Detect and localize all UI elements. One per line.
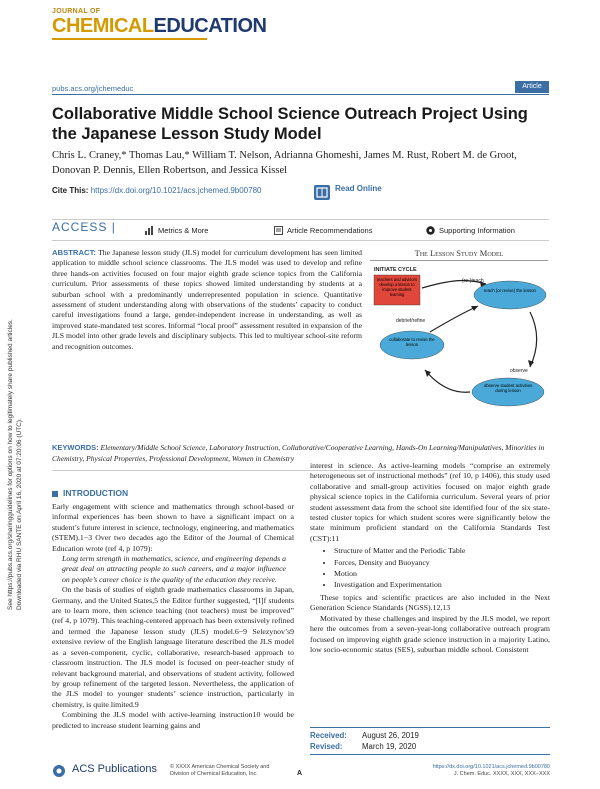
page-number: A — [297, 770, 303, 777]
arrow-to-reteach — [430, 306, 478, 332]
journal-url[interactable]: pubs.acs.org/jchemeduc — [52, 84, 134, 93]
author-list[interactable]: Chris L. Craney,* Thomas Lau,* William T. Nelson, Adrianna Ghomeshi, James M. Rust, Robert M. de Groot, Donovan P. Dennis, Ellen Robertson, and Jessica Kissel — [52, 150, 517, 176]
observe-label: observe — [510, 368, 528, 374]
intro-paragraph-1: Early engagement with science and mathematics through school-based or informal experiences has been shown to have a significant impact on a student’s future interest in science, technology, engineering, and mathematics (STEM).1−3 Over two decades ago the Editor of the Journal of Chemical Education wrote (ref 4, p 1079): — [52, 502, 294, 553]
cite-doi-link[interactable]: https://dx.doi.org/10.1021/acs.jchemed.9b00780 — [90, 186, 262, 195]
initiate-cycle-label: INITIATE CYCLE — [374, 267, 417, 273]
observe-text: observe student activities during lesson — [483, 383, 533, 393]
read-online-button[interactable]: Read Online — [335, 184, 382, 193]
acs-publications-logo[interactable]: ACS Publications — [72, 763, 157, 775]
info-circle-icon — [426, 226, 435, 235]
intro-heading: INTRODUCTION — [52, 488, 128, 498]
metrics-button[interactable] — [145, 226, 208, 235]
reteach-label: (re-)teach — [462, 278, 484, 284]
intro-paragraph-2: On the basis of studies of eighth grade mathematics classrooms in Japan, Germany, and the United States,5 the Editor further suggested, “[I]f students are to learn more, then science teaching (not teachers) must be improved” (ref 4, p 1079). This teaching-centered approach has been extensively refined and termed the Japanese lesson study (JLS) model.6−9 Selezynov’s9 extensive review of the English language literature described the JLS model as a seven-component, cyclic, collaborative, research-based approach to classroom instruction. The JLS model is focused on peer-teacher study of relevant background material, and observations of student activity, followed by group refinement of the targeted lesson. Nevertheless, the application of the JLS model to younger students’ science instruction, particularly in chemistry, is quite limited.9 — [52, 585, 294, 709]
arrow-to-observe — [530, 312, 537, 367]
article-title: Collaborative Middle School Science Outreach Project Using the Japanese Lesson Study Model — [52, 105, 528, 143]
list-item: • Investigation and Experimentation — [334, 580, 550, 590]
article-type-badge: Article — [515, 81, 549, 93]
footer-doi-link[interactable]: https://dx.doi.org/10.1021/acs.jchemed.9b00780 — [432, 764, 550, 770]
copyright: © XXXX American Chemical Society and Division of Chemical Education, Inc. — [170, 764, 270, 777]
received-date: August 26, 2019 — [362, 731, 419, 740]
abstract — [52, 248, 362, 352]
abstract-text: The Japanese lesson study (JLS) model for curriculum development has seen limited application to middle school science classrooms. The JLS model was used to develop and refine three hands-on activities focused on four major eighth grade science topics from the California curriculum. Prior assessments of these topics showed limited understanding by students at a suburban school with a predominantly underrepresented population in science. Quantitative assessment of student understanding along with observations of the students’ capacity to conduct careful investigations found a large, gender-independent increase in understanding, as well as improved state-mandated test scores. Informal “local proof” assessment resulted in expansion of the JLS model into other grade levels and disciplinary subjects. This led to multiyear school-site reform and recognition outcomes. — [52, 248, 362, 351]
dates-divider-top — [310, 727, 550, 728]
supporting-info-label: Supporting Information — [439, 226, 515, 235]
footer-citation: J. Chem. Educ. XXXX, XXX, XXX−XXX — [453, 771, 550, 777]
document-icon — [274, 226, 283, 235]
collaborate-text: collaborate to revise the lesson — [389, 337, 435, 347]
develop-lesson-text: teachers and advisors develop a lesson to improve student learning — [376, 277, 418, 297]
right-paragraph-3: Motivated by these challenges and inspired by the JLS model, we report here the outcomes from a seven-year-long collaborative outreach program focused on improving eighth grade science instruction in a majority Latino, low socio-economic status (SES), suburban middle school. Consistent — [310, 613, 550, 654]
logo-education: EDUCATION — [153, 15, 267, 37]
keywords-heading: KEYWORDS: — [52, 443, 99, 452]
figure-title: The Lesson Study Model — [370, 248, 548, 261]
keywords-text[interactable]: Elementary/Middle School Science, Laboratory Instruction, Collaborative/Cooperative Learning, Hands-On Learning/Manipulatives, Minorities in Chemistry, Physical Properties, Professional Development, Women in Chemistry — [52, 443, 545, 463]
logo-chemical: CHEMICAL — [52, 15, 154, 37]
arrow-to-collaborate — [425, 370, 470, 392]
metrics-label: Metrics & More — [158, 226, 209, 235]
logo-underline — [52, 38, 207, 40]
header-divider — [52, 94, 549, 95]
teach-text: teach (or revise) the lesson — [484, 288, 536, 293]
journal-logo[interactable] — [52, 15, 266, 38]
footer-doi — [400, 764, 550, 778]
received-label: Received: — [310, 731, 347, 740]
lesson-study-diagram — [370, 262, 548, 436]
cite-label: Cite This: — [52, 186, 89, 195]
revised-label: Revised: — [310, 742, 343, 751]
list-item: • Forces, Density and Buoyancy — [334, 558, 550, 568]
recommendations-label: Article Recommendations — [287, 226, 373, 235]
debrief-label: debrief/refine — [396, 318, 426, 324]
acs-logo-icon — [52, 764, 70, 778]
list-item: • Structure of Matter and the Periodic Table — [334, 546, 550, 556]
cite-this — [52, 186, 261, 195]
right-paragraph-1: interest in science. As active-learning models “comprise an extremely heterogeneous set of instructional methods” (ref 10, p 1406), this study used collaborative and small-group activities focused on major eighth grade physical science topics in the California curriculum. Several years of prior student assessment data from the school site identified four of the six state-tested cluster topics for which student scores were significantly below the state minimum proficient standard on the California Standards Test (CST):11 — [310, 461, 550, 543]
topic-list — [310, 546, 550, 591]
recommendations-button[interactable] — [274, 226, 372, 235]
bar-chart-icon — [145, 226, 154, 235]
right-column — [310, 461, 550, 655]
article-dates — [310, 730, 419, 752]
toc-graphic — [370, 248, 548, 436]
list-item: • Motion — [334, 569, 550, 579]
section-square-icon — [52, 491, 58, 497]
intro-paragraph-3: Combining the JLS model with active-learning instruction10 would be predicted to increase student learning gains and — [52, 710, 294, 730]
journal-logo-top: JOURNAL OF — [52, 8, 101, 15]
left-column — [52, 502, 294, 731]
revised-date: March 19, 2020 — [362, 742, 417, 751]
read-online-icon[interactable] — [314, 185, 330, 200]
dates-divider-bottom — [310, 754, 550, 755]
abstract-heading: ABSTRACT: — [52, 248, 96, 257]
download-watermark: See https://pubs.acs.org/sharingguidelines for options on how to legitimately share published articles. Downloaded via RHU SANTE on April 16, 2020 at 07:20:06 (UTC). — [7, 319, 23, 610]
access-label: ACCESS | — [52, 220, 116, 234]
right-paragraph-2: These topics and scientific practices are also included in the Next Generation Science Standards (NGSS).12,13 — [310, 592, 550, 613]
supporting-info-button[interactable] — [426, 226, 515, 235]
intro-quote: Long term strength in mathematics, science, and engineering depends a great deal on attracting people to such careers, and a major influence on people’s career choice is the quality of the education they receive. — [62, 554, 286, 584]
